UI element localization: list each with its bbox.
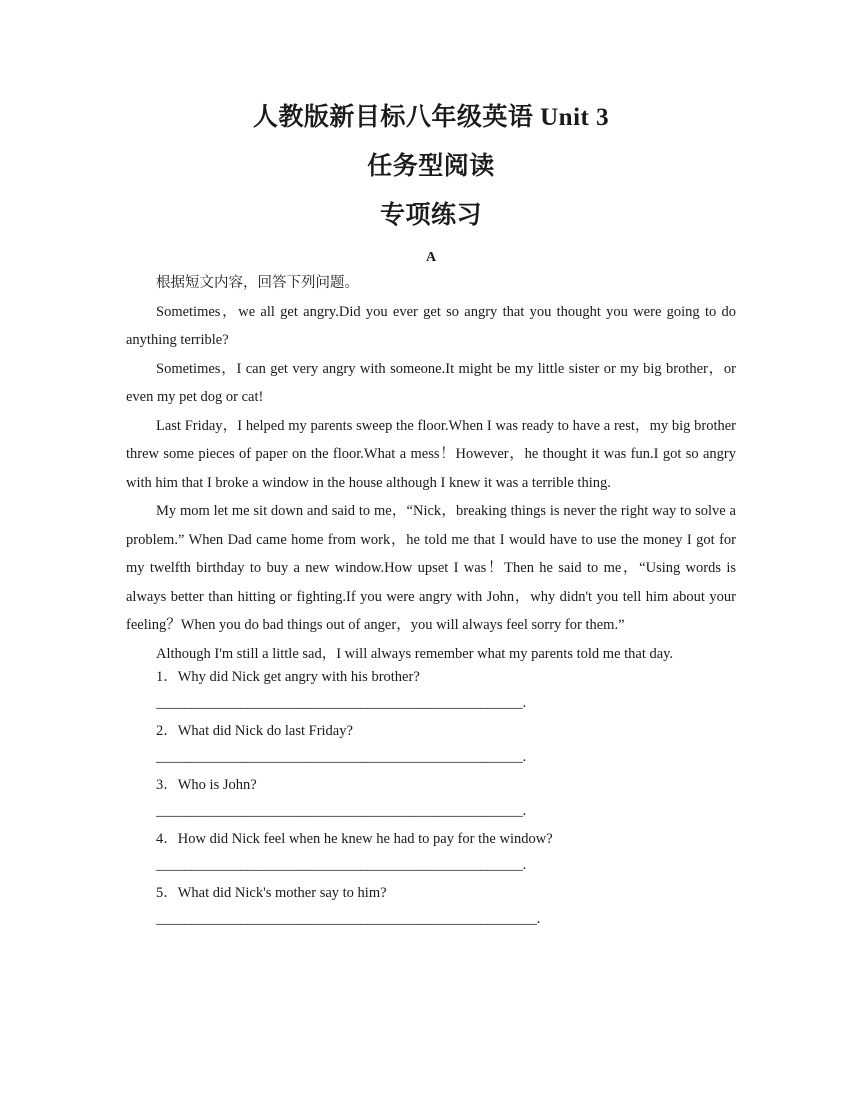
section-label: A: [425, 250, 437, 265]
passage-paragraph-5: Although I'm still a little sad，I will always remember what my parents told me that day.: [156, 645, 674, 662]
document-subtitle-2: 专项练习: [379, 202, 482, 229]
passage-paragraph-4: My mom let me sit down and said to me，“Nick，breaking things is never the right way to solve a problem.” When Dad came home from work，he told me that I would have to use the money I got for my twelfth birthday to buy a new window.How upset I was！Then he said to me，“Using words is always better than hitting or fighting.If you were angry with John，why didn't you tell him about your feeling？When you do bad things out of anger，you will always feel sorry for them.”: [126, 503, 736, 633]
question-4: [156, 825, 716, 877]
question-text: 1．Why did Nick get angry with his brother?: [156, 669, 420, 685]
answer-line[interactable]: ______________________________________________________.: [156, 911, 541, 927]
instruction-text: 根据短文内容，回答下列问题。: [156, 275, 359, 291]
answer-line[interactable]: ____________________________________________________.: [156, 695, 527, 711]
question-text: 5．What did Nick's mother say to him?: [156, 885, 387, 901]
passage: [126, 269, 736, 668]
passage-paragraph-2: Sometimes，I can get very angry with someone.It might be my little sister or my big brother，or even my pet dog or cat!: [126, 360, 736, 405]
document-title: 人教版新目标八年级英语 Unit 3: [252, 104, 610, 131]
question-1: [156, 663, 716, 715]
answer-line[interactable]: ____________________________________________________.: [156, 803, 527, 819]
question-text: 4．How did Nick feel when he knew he had to pay for the window?: [156, 831, 553, 847]
question-2: [156, 717, 716, 769]
passage-paragraph-3: Last Friday，I helped my parents sweep the floor.When I was ready to have a rest，my big brother threw some pieces of paper on the floor.What a mess！However，he thought it was fun.I got so angry with him that I broke a window in the house although I knew it was a terrible thing.: [126, 417, 736, 491]
passage-paragraph-1: Sometimes，we all get angry.Did you ever get so angry that you thought you were going to do anything terrible?: [126, 303, 736, 348]
question-text: 3．Who is John?: [156, 777, 257, 793]
answer-line[interactable]: ____________________________________________________.: [156, 749, 527, 765]
question-5: [156, 879, 716, 931]
question-3: [156, 771, 716, 823]
document-subtitle: 任务型阅读: [367, 153, 495, 180]
question-text: 2．What did Nick do last Friday?: [156, 723, 353, 739]
answer-line[interactable]: ____________________________________________________.: [156, 857, 527, 873]
